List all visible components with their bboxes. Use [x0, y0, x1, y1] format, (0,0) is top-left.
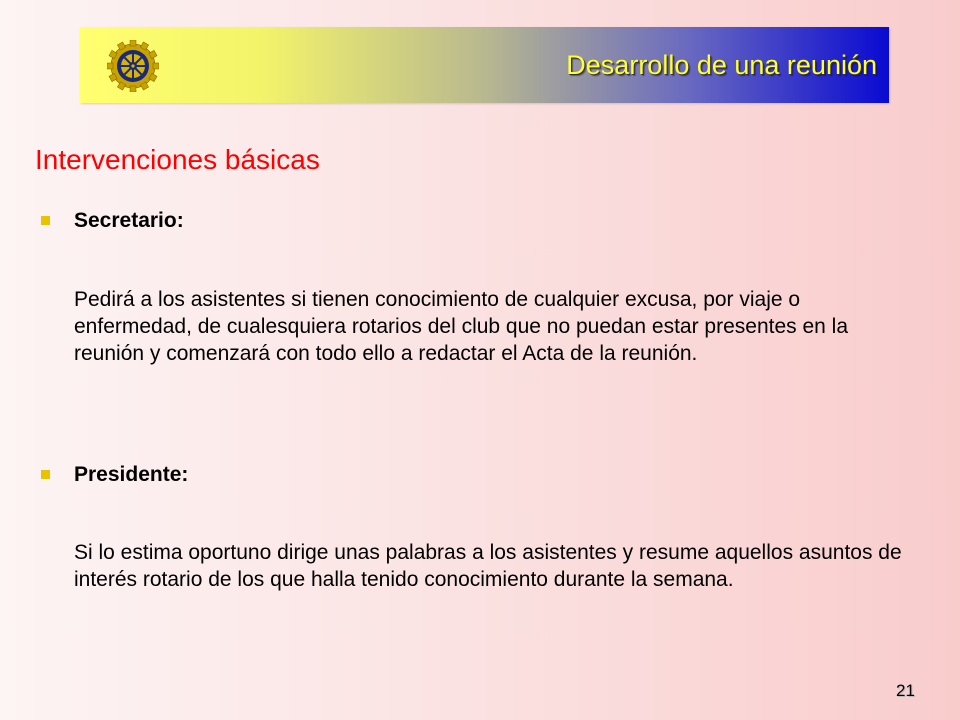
section-title: Intervenciones básicas	[35, 144, 320, 175]
bullet-icon	[41, 216, 50, 225]
page-number: 21	[896, 681, 915, 700]
item-body-secretario: Pedirá a los asistentes si tienen conocimiento de cualquier excusa, por viaje o enfermedad, de cualesquiera rotarios del club que no puedan estar presentes en la reunión y comenzará con todo ello a redactar el Acta de la reunión.	[74, 288, 849, 365]
bullet-icon	[41, 470, 50, 479]
slide-title: Desarrollo de una reunión	[566, 50, 877, 80]
item-heading-secretario: Secretario:	[74, 209, 184, 232]
rotary-wheel-icon	[107, 40, 159, 92]
item-body-presidente: Si lo estima oportuno dirige unas palabras a los asistentes y resume aquellos asuntos de interés rotario de los que halla tenido conocimiento durante la semana.	[74, 541, 902, 591]
item-heading-presidente: Presidente:	[74, 463, 189, 486]
